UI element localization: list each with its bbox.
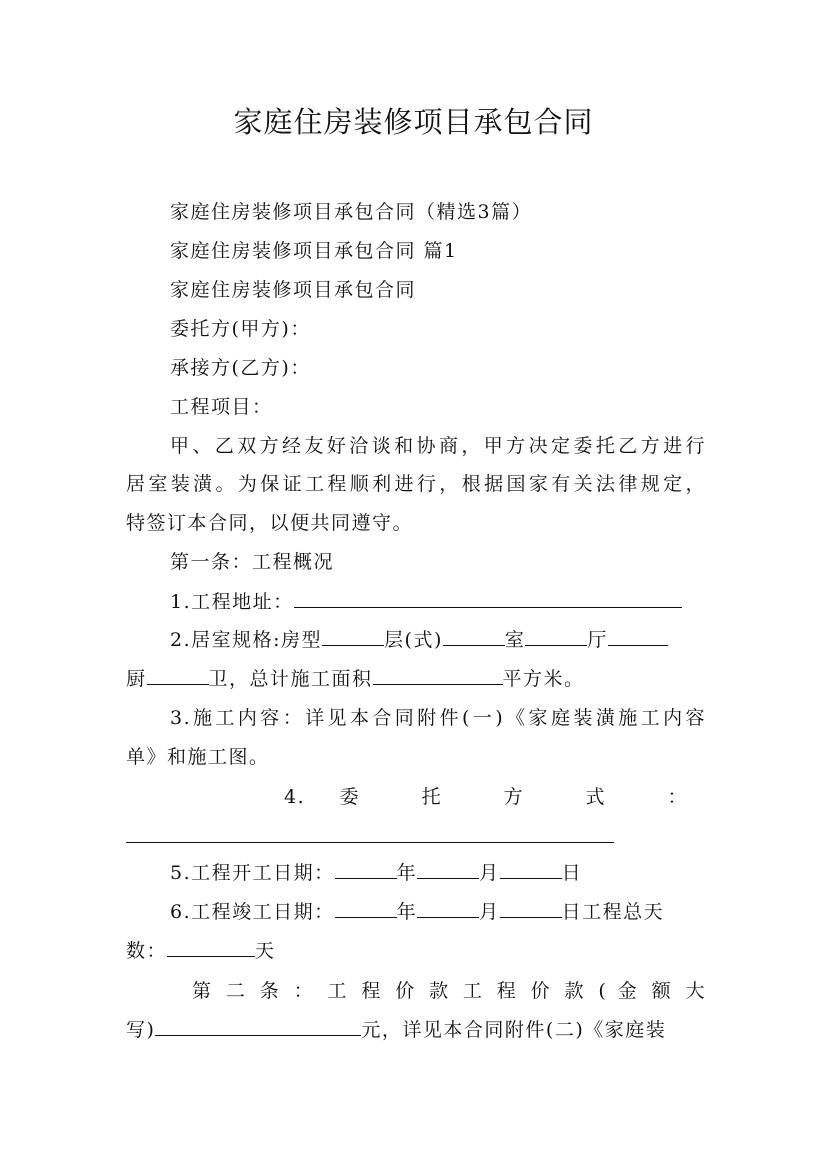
- article-price-line: [126, 1017, 706, 1043]
- blank-field: [322, 627, 384, 646]
- paragraph-line: 甲、乙双方经友好洽谈和协商，甲方决定委托乙方进行: [170, 435, 706, 457]
- paragraph-line: 居室装潢。为保证工程顺利进行，根据国家有关法律规定，: [126, 473, 706, 495]
- item-text: 年: [396, 901, 418, 923]
- item-label: 5.工程开工日期：: [170, 862, 335, 884]
- contract-name-line: 家庭住房装修项目承包合同: [170, 279, 417, 301]
- blank-field: [147, 666, 209, 685]
- item-text: 月: [479, 901, 500, 923]
- blank-rule: [126, 842, 614, 843]
- party-a-line: 委托方(甲方)：: [170, 318, 311, 340]
- item-text: 日: [561, 862, 583, 884]
- item-content-cont: 单》和施工图。: [126, 746, 270, 768]
- blank-field: [500, 899, 562, 918]
- item-text: 天: [255, 940, 276, 962]
- item-text: 厅: [587, 629, 608, 651]
- subtitle-line: 家庭住房装修项目承包合同（精选3篇）: [170, 201, 533, 223]
- blank-field: [525, 627, 587, 646]
- document-title: 家庭住房装修项目承包合同: [233, 105, 594, 139]
- item-end-date-cont: [126, 938, 706, 964]
- blank-field: [417, 860, 479, 879]
- blank-field: [417, 899, 479, 918]
- item-text: 数：: [126, 940, 168, 962]
- item-spec-cont: [126, 666, 706, 692]
- blank-field: [335, 899, 397, 918]
- item-label: 2.居室规格:房型: [170, 629, 323, 651]
- blank-field: [155, 1017, 361, 1036]
- blank-field: [608, 627, 668, 646]
- item-content: 3.施工内容：详见本合同附件(一)《家庭装潢施工内容: [170, 707, 706, 729]
- item-text: 室: [504, 629, 526, 651]
- item-text: 平方米。: [502, 668, 585, 690]
- party-b-line: 承接方(乙方)：: [170, 357, 311, 379]
- article-heading: 第 二 条 ： 工 程 价 款 工 程 价 款 ( 金 额 大: [192, 980, 706, 1002]
- blank-field: [335, 860, 397, 879]
- item-text: 年: [396, 862, 418, 884]
- item-label: 6.工程竣工日期：: [170, 901, 335, 923]
- item-label: 1.工程地址：: [170, 591, 294, 613]
- item-method: 4. 委 托 方 式 ：: [284, 786, 688, 808]
- item-text: 厨: [126, 668, 147, 690]
- section-heading: 家庭住房装修项目承包合同 篇1: [170, 240, 458, 262]
- item-spec: [170, 627, 706, 653]
- project-line: 工程项目：: [170, 396, 273, 418]
- item-end-date: [170, 899, 706, 925]
- item-text: 写): [126, 1019, 156, 1041]
- blank-field: [443, 627, 505, 646]
- item-text: 层(式): [384, 629, 443, 651]
- article-heading: 第一条：工程概况: [170, 551, 335, 573]
- blank-field: [500, 860, 562, 879]
- item-text: 日工程总天: [561, 901, 665, 923]
- item-text: 卫，总计施工面积: [208, 668, 373, 690]
- blank-field: [373, 666, 503, 685]
- paragraph-line: 特签订本合同，以便共同遵守。: [126, 512, 414, 534]
- item-address: [170, 589, 706, 615]
- item-start-date: [170, 860, 706, 886]
- blank-field: [167, 938, 255, 957]
- item-text: 元，详见本合同附件(二)《家庭装: [361, 1019, 667, 1041]
- item-text: 月: [479, 862, 500, 884]
- blank-field: [294, 589, 682, 608]
